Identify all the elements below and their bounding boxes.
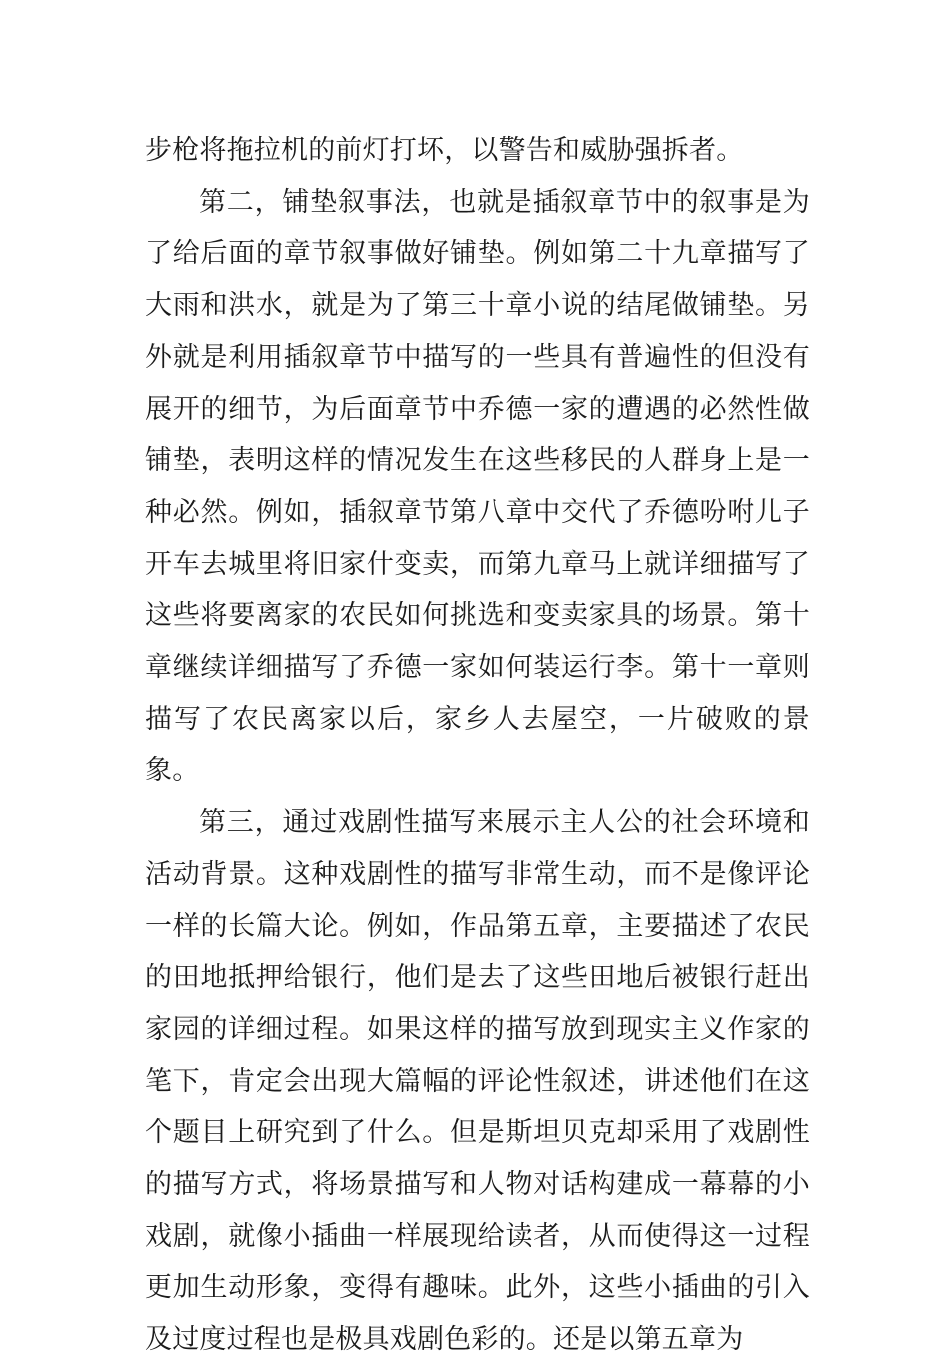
paragraph-continuation: 步枪将拖拉机的前灯打坏，以警告和威胁强拆者。 [145, 135, 744, 166]
paragraph-third-point: 第三，通过戏剧性描写来展示主人公的社会环境和活动背景。这种戏剧性的描写非常生动，而不是像评论一样的长篇大论。例如，作品第五章，主要描述了农民的田地抵押给银行，他们是去了这些田地后被银行赶出家园的详细过程。如果这样的描写放到现实主义作家的笔下，肯定会出现大篇幅的评论性叙述，讲述他们在这个题目上研究到了什么。但是斯坦贝克却采用了戏剧性的描写方式，将场景描写和人物对话构建成一幕幕的小戏剧，就像小插曲一样展现给读者，从而使得这一过程更加生动形象，变得有趣味。此外，这些小插曲的引入及过度过程也是极具戏剧色彩的。还是以第五章为 [145, 807, 810, 1356]
body-text [145, 125, 810, 1366]
paragraph-second-point: 第二，铺垫叙事法，也就是插叙章节中的叙事是为了给后面的章节叙事做好铺垫。例如第二十九章描写了大雨和洪水，就是为了第三十章小说的结尾做铺垫。另外就是利用插叙章节中描写的一些具有普遍性的但没有展开的细节，为后面章节中乔德一家的遭遇的必然性做铺垫，表明这样的情况发生在这些移民的人群身上是一种必然。例如，插叙章节第八章中交代了乔德吩咐儿子开车去城里将旧家什变卖，而第九章马上就详细描写了这些将要离家的农民如何挑选和变卖家具的场景。第十章继续详细描写了乔德一家如何装运行李。第十一章则描写了农民离家以后，家乡人去屋空，一片破败的景象。 [145, 186, 810, 787]
